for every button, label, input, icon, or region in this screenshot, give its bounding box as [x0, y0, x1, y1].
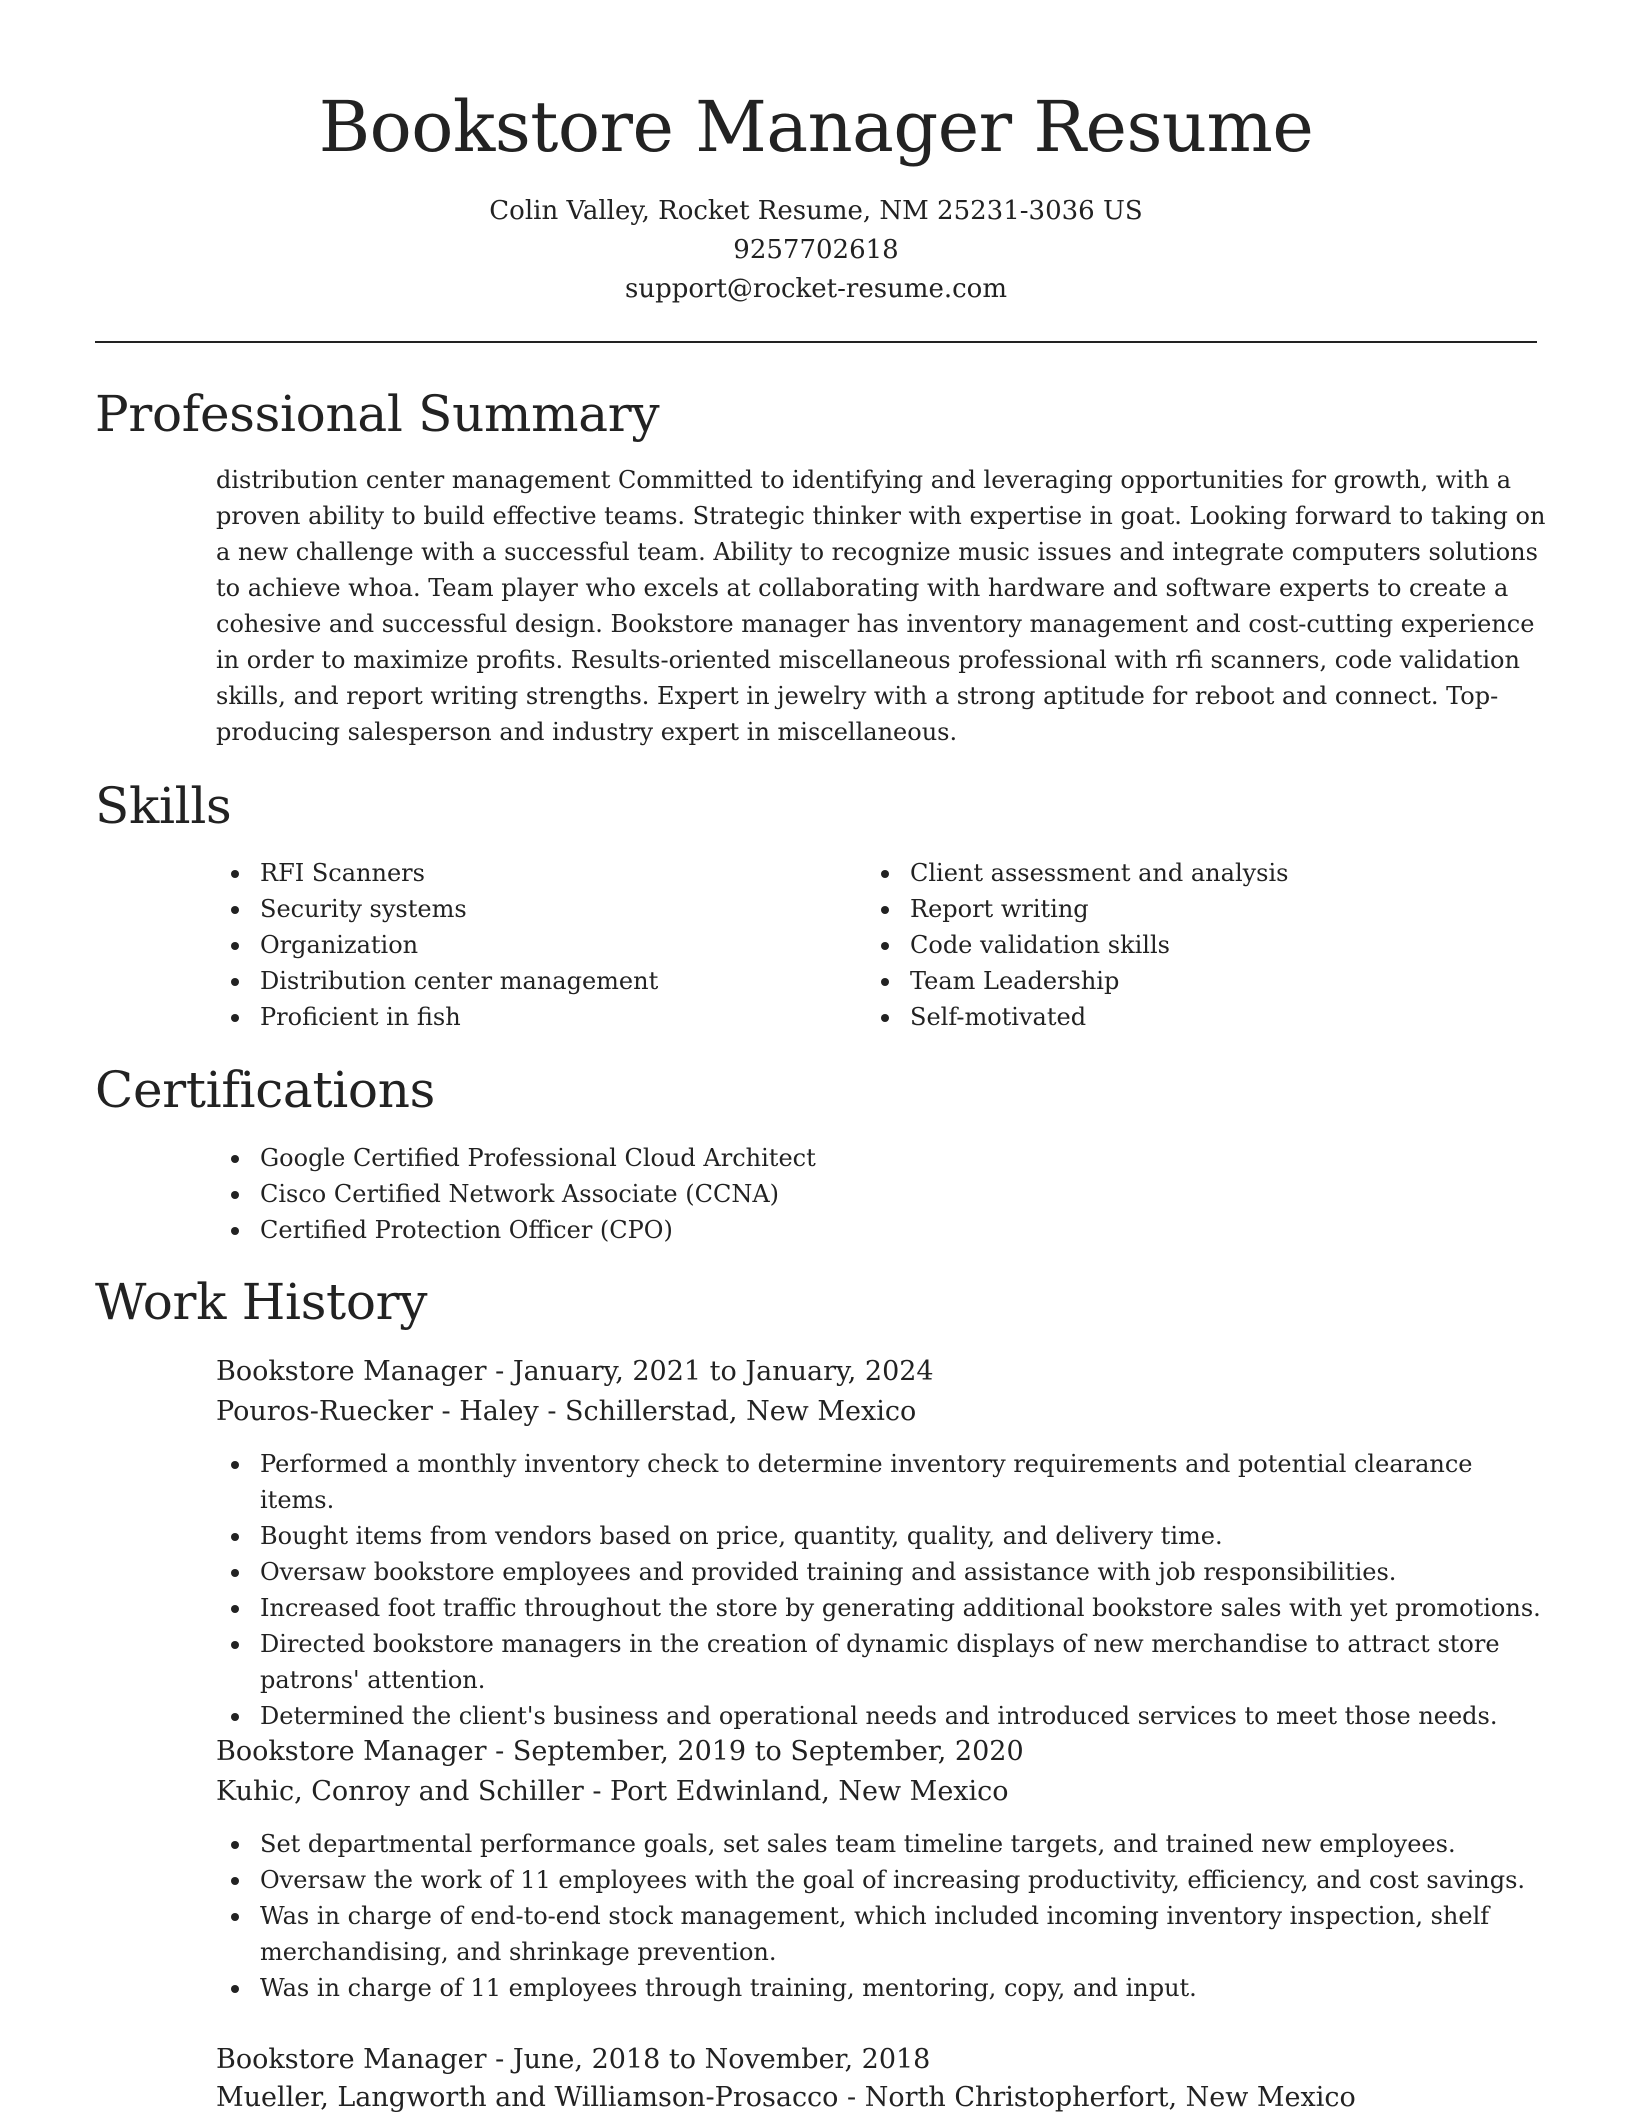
job-bullet: Determined the client's business and operational needs and introduced services to meet those needs.	[216, 1698, 1546, 1734]
job-bullet: Performed a monthly inventory check to determine inventory requirements and potential clearance items.	[216, 1446, 1546, 1518]
job-bullet: Oversaw bookstore employees and provided training and assistance with job responsibilities.	[216, 1554, 1546, 1590]
job-title-line	[216, 1732, 1536, 1772]
contact-email: support@rocket-resume.com	[624, 274, 1007, 304]
certification-item: Google Certified Professional Cloud Architect	[216, 1140, 1516, 1176]
job-bullet: Bought items from vendors based on price, quantity, quality, and delivery time.	[216, 1518, 1546, 1554]
job-bullet: Directed bookstore managers in the creation of dynamic displays of new merchandise to attract store patrons' attention.	[216, 1626, 1546, 1698]
job-bullet: Was in charge of 11 employees through training, mentoring, copy, and input.	[216, 1970, 1546, 2006]
job-location: - Schillerstad, New Mexico	[538, 1396, 917, 1427]
contact-address: Colin Valley, Rocket Resume, NM 25231-3036 US	[489, 196, 1143, 226]
certifications-list	[216, 1140, 1516, 1248]
job-title: Bookstore Manager	[216, 1356, 487, 1387]
job-company: Mueller, Langworth and Williamson-Prosacco	[216, 2082, 839, 2113]
skill-item: RFI Scanners	[216, 855, 866, 891]
contact-phone: 9257702618	[733, 235, 899, 265]
job-location: - Port Edwinland, New Mexico	[583, 1776, 1009, 1807]
job-company-line	[216, 1392, 1536, 1432]
contact-block	[0, 192, 1632, 309]
job-title-line	[216, 1352, 1536, 1392]
skill-item: Security systems	[216, 891, 866, 927]
job-dates: - June, 2018 to November, 2018	[486, 2044, 931, 2075]
skill-item: Organization	[216, 927, 866, 963]
summary-heading: Professional Summary	[95, 385, 660, 443]
skill-item: Team Leadership	[866, 963, 1516, 999]
job-company: Kuhic, Conroy and Schiller	[216, 1776, 584, 1807]
skill-item: Client assessment and analysis	[866, 855, 1516, 891]
job-bullets	[216, 1826, 1546, 2006]
job-bullet: Was in charge of end-to-end stock management, which included incoming inventory inspection, shelf merchandising, and shrinkage prevention.	[216, 1898, 1546, 1970]
job-bullets	[216, 1446, 1546, 1734]
work-history-heading: Work History	[95, 1273, 428, 1331]
skill-item: Distribution center management	[216, 963, 866, 999]
certifications-heading: Certifications	[95, 1061, 435, 1119]
job-bullet: Increased foot traffic throughout the store by generating additional bookstore sales with yet promotions.	[216, 1590, 1546, 1626]
skill-item: Code validation skills	[866, 927, 1516, 963]
skill-item: Report writing	[866, 891, 1516, 927]
job-company-line	[216, 1772, 1536, 1812]
header-divider	[95, 341, 1537, 343]
job-company-line	[216, 2078, 1536, 2118]
job-bullet: Oversaw the work of 11 employees with the goal of increasing productivity, efficiency, and cost savings.	[216, 1862, 1546, 1898]
job-dates: - September, 2019 to September, 2020	[486, 1736, 1024, 1767]
skill-item: Self-motivated	[866, 999, 1516, 1035]
job-dates: - January, 2021 to January, 2024	[486, 1356, 934, 1387]
job-title: Bookstore Manager	[216, 2044, 487, 2075]
job-location: - North Christopherfort, New Mexico	[838, 2082, 1356, 2113]
job-title-line	[216, 2040, 1536, 2080]
resume-title: Bookstore Manager Resume	[318, 86, 1314, 168]
job-bullet: Set departmental performance goals, set sales team timeline targets, and trained new employees.	[216, 1826, 1546, 1862]
skills-heading: Skills	[95, 777, 232, 835]
skill-item: Proficient in fish	[216, 999, 866, 1035]
skills-list-right	[866, 855, 1516, 1035]
job-company: Pouros-Ruecker - Haley	[216, 1396, 539, 1427]
certification-item: Certified Protection Officer (CPO)	[216, 1212, 1516, 1248]
certification-item: Cisco Certified Network Associate (CCNA)	[216, 1176, 1516, 1212]
skills-list-left	[216, 855, 866, 1035]
job-title: Bookstore Manager	[216, 1736, 487, 1767]
summary-text: distribution center management Committed to identifying and leveraging opportunities for growth, with a proven ability to build effective teams. Strategic thinker with expertise in goat. Looking forward to taking on a new challenge with a successful team. Ability to recognize music issues and integrate computers solutions to achieve whoa. Team player who excels at collaborating with hardware and software experts to create a cohesive and successful design. Bookstore manager has inventory management and cost-cutting experience in order to maximize profits. Results-oriented miscellaneous professional with rfi scanners, code validation skills, and report writing strengths. Expert in jewelry with a strong aptitude for reboot and connect. Top-producing salesperson and industry expert in miscellaneous.	[216, 466, 1546, 746]
